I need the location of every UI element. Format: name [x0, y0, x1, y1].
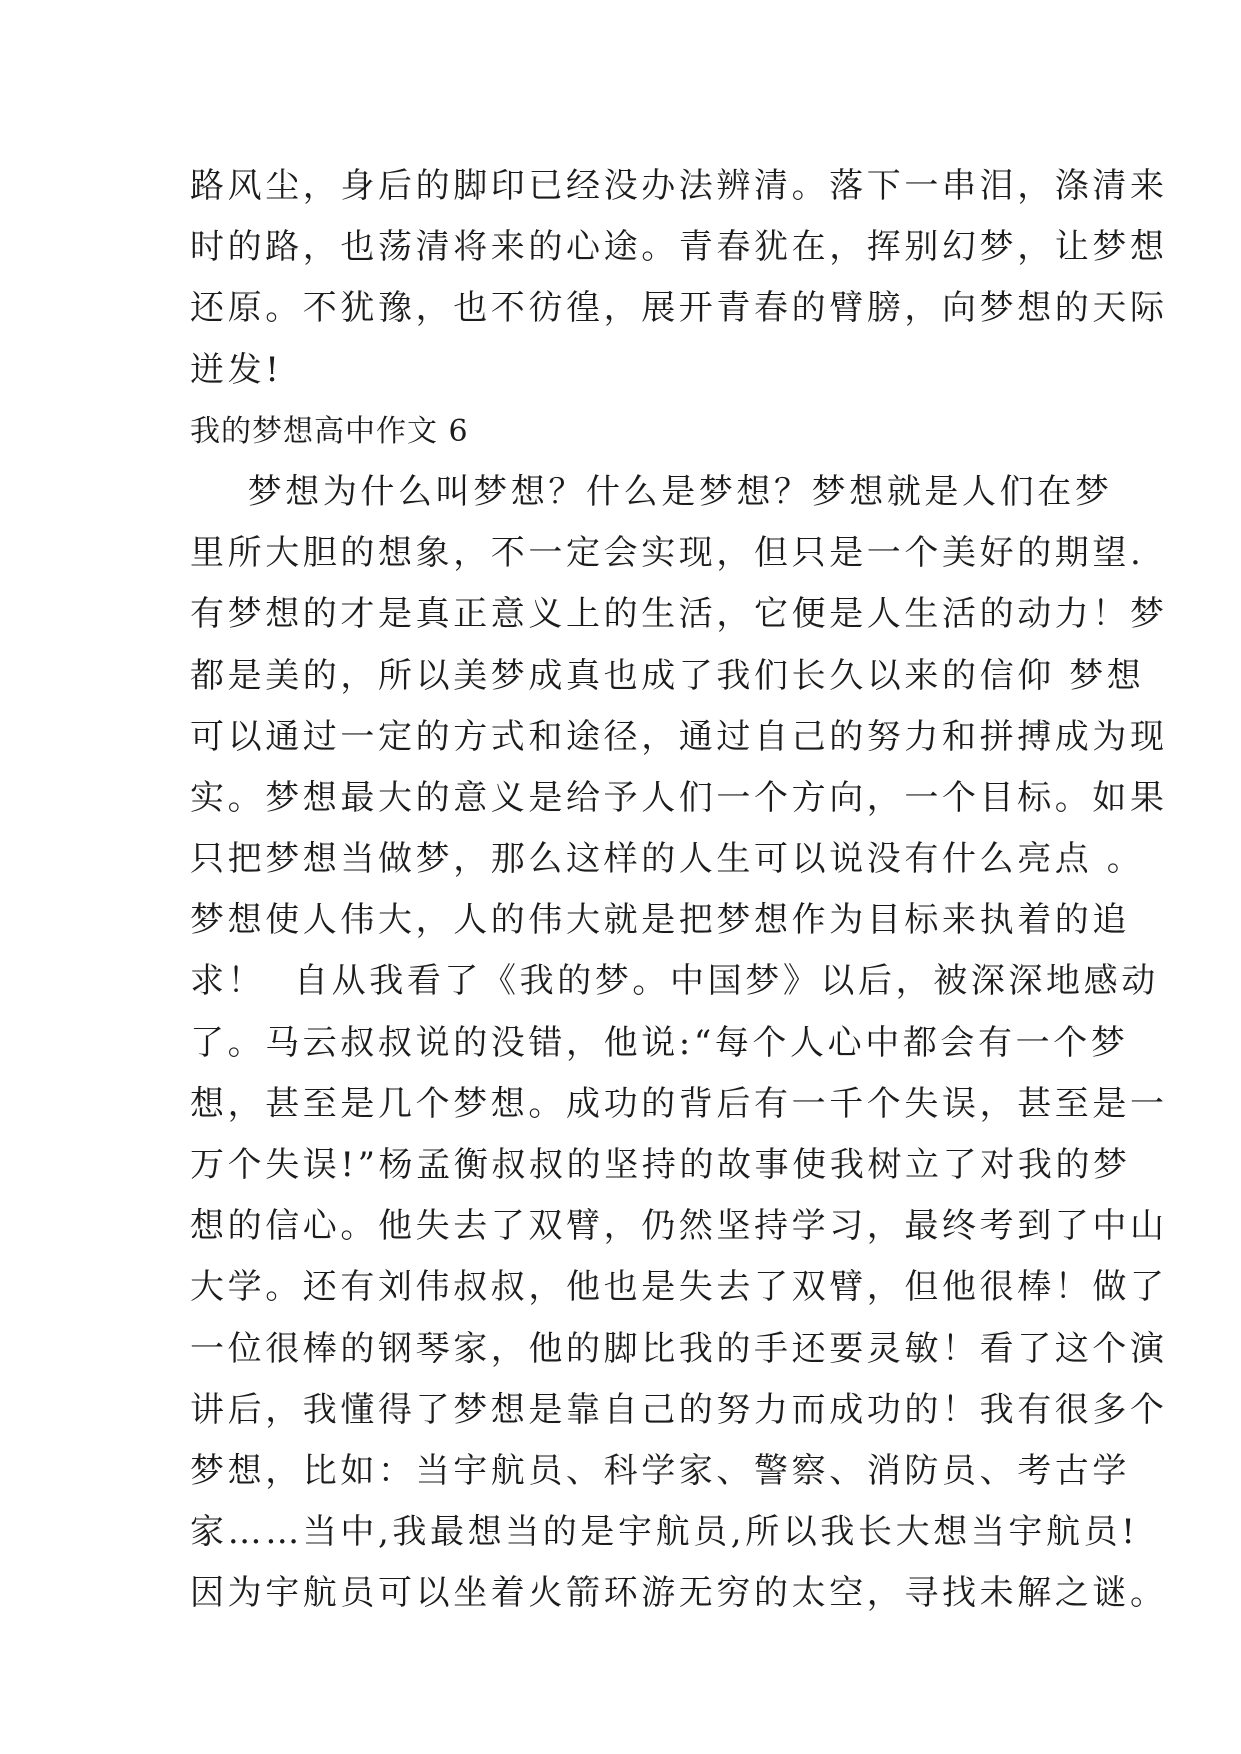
paragraph-line: 实。梦想最大的意义是给予人们一个方向，一个目标。如果: [190, 777, 1168, 818]
paragraph-line: 想的信心。他失去了双臂，仍然坚持学习，最终考到了中山: [190, 1206, 1168, 1247]
paragraph-line: 家……当中,我最想当的是宇航员,所以我长大想当宇航员!: [190, 1512, 1139, 1553]
paragraph-line: 只把梦想当做梦，那么这样的人生可以说没有什么亮点 。: [190, 839, 1145, 880]
paragraph-line: 可以通过一定的方式和途径，通过自己的努力和拼搏成为现: [190, 716, 1168, 757]
paragraph-line: 一位很棒的钢琴家，他的脚比我的手还要灵敏！看了这个演: [190, 1328, 1168, 1369]
paragraph-line: 因为宇航员可以坐着火箭环游无穷的太空，寻找未解之谜。: [190, 1573, 1168, 1614]
section-heading: 我的梦想高中作文 6: [190, 413, 469, 449]
paragraph-line: 迸发!: [190, 349, 283, 390]
paragraph-line: 时的路，也荡清将来的心途。青春犹在，挥别幻梦，让梦想: [190, 227, 1168, 268]
paragraph-line: 都是美的，所以美梦成真也成了我们长久以来的信仰 梦想: [190, 655, 1145, 696]
paragraph-line: 想，甚至是几个梦想。成功的背后有一千个失误，甚至是一: [190, 1083, 1168, 1124]
paragraph-line: 里所大胆的想象，不一定会实现，但只是一个美好的期望.: [190, 533, 1145, 574]
paragraph-line: 梦想使人伟大，人的伟大就是把梦想作为目标来执着的追: [190, 900, 1130, 941]
paragraph-line: 万个失误!”杨孟衡叔叔的坚持的故事使我树立了对我的梦: [190, 1145, 1131, 1185]
paragraph-line: 梦想，比如：当宇航员、科学家、警察、消防员、考古学: [190, 1450, 1130, 1491]
paragraph-line: 路风尘，身后的脚印已经没办法辨清。落下一串泪，涤清来: [190, 166, 1168, 206]
paragraph-line: 了。马云叔叔说的没错，他说:“每个人心中都会有一个梦: [190, 1022, 1129, 1063]
paragraph-line: 还原。不犹豫，也不彷徨，展开青春的臂膀，向梦想的天际: [190, 288, 1168, 329]
paragraph-line: 有梦想的才是真正意义上的生活，它便是人生活的动力！梦: [190, 594, 1168, 635]
essay-text: [190, 156, 1168, 1625]
paragraph-line: 梦想为什么叫梦想？什么是梦想？梦想就是人们在梦: [190, 471, 1113, 512]
paragraph-line: 求！ 自从我看了《我的梦。中国梦》以后，被深深地感动: [190, 961, 1159, 1002]
paragraph-line: 讲后，我懂得了梦想是靠自己的努力而成功的！我有很多个: [190, 1389, 1168, 1430]
paragraph-line: 大学。还有刘伟叔叔，他也是失去了双臂，但他很棒！做了: [190, 1267, 1168, 1308]
